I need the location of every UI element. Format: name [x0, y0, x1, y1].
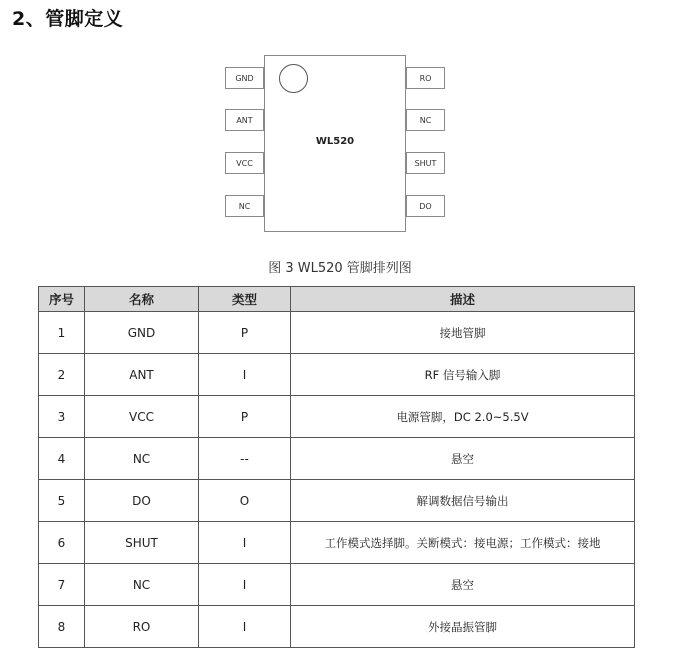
pin-left-4: NC [225, 195, 264, 217]
header-type: 类型 [199, 287, 291, 312]
cell-name: RO [85, 606, 199, 648]
header-index: 序号 [39, 287, 85, 312]
cell-description: 外接晶振管脚 [291, 606, 635, 648]
pin-left-3: VCC [225, 152, 264, 174]
cell-description: 电源管脚，DC 2.0~5.5V [291, 396, 635, 438]
cell-name: VCC [85, 396, 199, 438]
cell-index: 5 [39, 480, 85, 522]
table-row [39, 312, 635, 354]
pin-right-3: SHUT [406, 152, 445, 174]
section-heading: 2、管脚定义 [12, 8, 124, 30]
table-row [39, 480, 635, 522]
pin-right-4: DO [406, 195, 445, 217]
pin-right-1: RO [406, 67, 445, 89]
cell-type: I [199, 354, 291, 396]
pin1-marker-icon [279, 64, 308, 93]
pin-left-1: GND [225, 67, 264, 89]
table-row [39, 606, 635, 648]
cell-type: I [199, 564, 291, 606]
pin-left-2: ANT [225, 109, 264, 131]
cell-description: 工作模式选择脚。关断模式：接电源；工作模式：接地 [291, 522, 635, 564]
cell-description: 接地管脚 [291, 312, 635, 354]
table-row [39, 438, 635, 480]
cell-type: I [199, 522, 291, 564]
cell-description: 悬空 [291, 438, 635, 480]
cell-name: GND [85, 312, 199, 354]
cell-index: 8 [39, 606, 85, 648]
figure-caption: 图 3 WL520 管脚排列图 [268, 261, 412, 276]
cell-description: RF 信号输入脚 [291, 354, 635, 396]
table-header-row [39, 287, 635, 312]
header-name: 名称 [85, 287, 199, 312]
pin-definition-table [38, 286, 635, 648]
table-row [39, 564, 635, 606]
cell-description: 解调数据信号输出 [291, 480, 635, 522]
chip-package [264, 55, 406, 232]
pin-right-2: NC [406, 109, 445, 131]
chip-name-label: WL520 [315, 136, 355, 147]
cell-name: NC [85, 564, 199, 606]
cell-index: 1 [39, 312, 85, 354]
cell-description: 悬空 [291, 564, 635, 606]
table-row [39, 522, 635, 564]
cell-index: 3 [39, 396, 85, 438]
cell-type: I [199, 606, 291, 648]
table-row [39, 396, 635, 438]
table-row [39, 354, 635, 396]
header-description: 描述 [291, 287, 635, 312]
cell-type: O [199, 480, 291, 522]
cell-index: 7 [39, 564, 85, 606]
cell-type: P [199, 396, 291, 438]
cell-type: -- [199, 438, 291, 480]
cell-index: 2 [39, 354, 85, 396]
cell-name: DO [85, 480, 199, 522]
cell-type: P [199, 312, 291, 354]
cell-index: 4 [39, 438, 85, 480]
cell-name: SHUT [85, 522, 199, 564]
cell-name: ANT [85, 354, 199, 396]
cell-index: 6 [39, 522, 85, 564]
cell-name: NC [85, 438, 199, 480]
